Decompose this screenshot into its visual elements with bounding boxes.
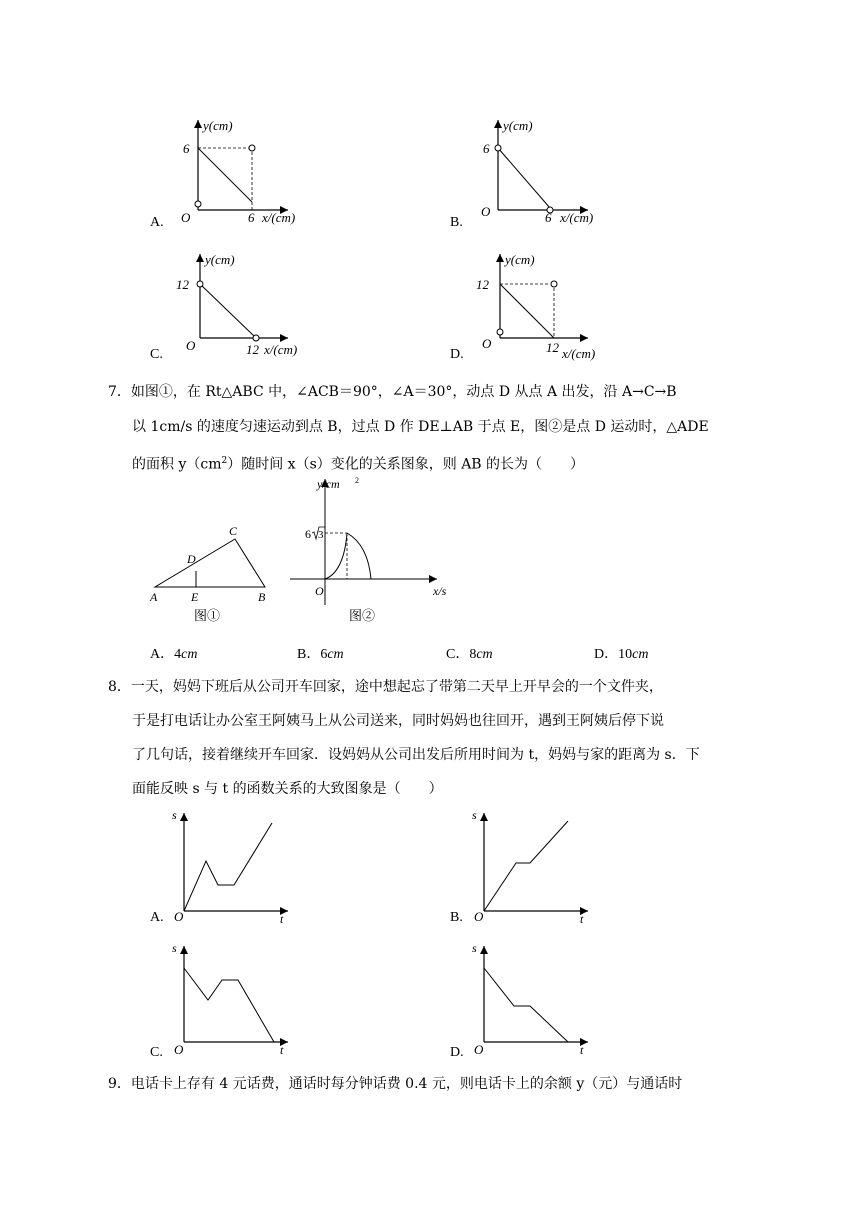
q7-choice-b-letter: B． — [297, 647, 321, 662]
q7-choice-d-letter: D． — [594, 647, 619, 662]
q7-choice-a-letter: A． — [150, 647, 175, 662]
q6-c-ylabel: y(cm) — [205, 252, 235, 267]
q8-option-b-letter: B. — [450, 910, 463, 925]
q8-graph-d — [468, 940, 598, 1055]
q8-d-xlabel: t — [580, 1043, 584, 1055]
q7-choice-a-value: 4 — [174, 647, 182, 662]
q8-option-a-letter: A. — [150, 910, 164, 925]
q6-d-xlabel: x/(cm) — [562, 346, 596, 361]
q8-d-ylabel: s — [472, 941, 477, 955]
q6-a-xlabel: x/(cm) — [262, 210, 296, 225]
q7-fig2-ysup: 2 — [355, 476, 359, 485]
q6-d-origin: O — [482, 336, 492, 351]
q7-fig1-c: C — [229, 524, 238, 538]
q6-c-ytick: 12 — [176, 277, 189, 292]
q6-b-ylabel: y(cm) — [503, 118, 533, 133]
q8-c-origin: O — [174, 1042, 184, 1055]
q8-b-ylabel: s — [472, 808, 477, 822]
q6-graph-a — [170, 112, 320, 232]
q6-option-c-letter: C. — [150, 347, 163, 362]
q8-graph-b — [468, 805, 598, 925]
q8-line-4: 面能反映 s 与 t 的函数关系的大致图象是（ ） — [132, 781, 443, 797]
q8-b-xlabel: t — [580, 912, 584, 925]
q7-fig2-peak-coef: 6 — [305, 527, 311, 541]
q7-fig2-ylabel: y/cm — [317, 477, 340, 491]
q8-graph-a — [168, 805, 298, 925]
q7-fig2-xlabel: x/s — [433, 584, 447, 598]
q7-choice-d-value: 10 — [618, 647, 633, 662]
q6-c-origin: O — [186, 338, 196, 353]
q8-option-c-letter: C. — [150, 1045, 163, 1060]
q7-line-3-b: ）随时间 x（s）变化的关系图象，则 AB 的长为（ ） — [227, 456, 585, 473]
q7-choice-b — [297, 643, 344, 663]
q7-figure-1 — [140, 515, 280, 630]
q7-fig1-d: D — [187, 552, 196, 566]
q7-choice-c-unit: cm — [476, 647, 493, 662]
q6-d-ylabel: y(cm) — [505, 252, 535, 267]
q8-a-xlabel: t — [280, 912, 284, 925]
q8-line-2: 于是打电话让办公室王阿姨马上从公司送来，同时妈妈也往回开，遇到王阿姨后停下说 — [132, 713, 664, 729]
q8-c-ylabel: s — [172, 941, 177, 955]
q6-graph-d — [470, 248, 620, 363]
q7-line-2: 以 1cm/s 的速度匀速运动到点 B，过点 D 作 DE⊥AB 于点 E，图②是点 D 运动时，△ADE — [132, 419, 709, 435]
q7-choice-c — [446, 643, 493, 663]
q6-graph-b — [470, 112, 620, 232]
q6-b-ytick: 6 — [483, 141, 490, 156]
q7-choice-c-value: 8 — [469, 647, 477, 662]
q7-fig1-e: E — [191, 590, 199, 604]
q7-choice-d-unit: cm — [632, 647, 649, 662]
q6-a-ylabel: y(cm) — [203, 118, 233, 133]
q6-d-xtick: 12 — [546, 340, 559, 355]
q7-fig1-b: B — [258, 590, 266, 604]
q6-d-ytick: 12 — [476, 277, 489, 292]
q7-line-3-sup: 2 — [221, 456, 228, 466]
q6-a-xtick: 6 — [248, 210, 255, 225]
q7-choice-c-letter: C． — [446, 647, 470, 662]
q8-c-xlabel: t — [280, 1043, 284, 1055]
q8-b-origin: O — [474, 909, 484, 924]
q7-line-3 — [132, 453, 584, 473]
q7-choice-d — [594, 643, 648, 663]
q6-c-xtick: 12 — [246, 342, 259, 357]
q8-graph-c — [168, 940, 298, 1055]
q7-choice-a — [150, 643, 197, 663]
q7-fig1-caption: 图① — [194, 608, 221, 623]
q7-choice-b-value: 6 — [320, 647, 328, 662]
q7-fig1-a: A — [150, 590, 158, 604]
q7-choice-b-unit: cm — [327, 647, 344, 662]
q8-line-3: 了几句话，接着继续开车回家．设妈妈从公司出发后所用时间为 t，妈妈与家的距离为 s．下 — [132, 747, 700, 763]
q8-a-origin: O — [174, 909, 184, 924]
q6-b-origin: O — [481, 204, 491, 219]
q7-fig2-caption: 图② — [349, 608, 376, 623]
q8-d-origin: O — [474, 1042, 484, 1055]
q9-line-1: 9．电话卡上存有 4 元话费，通话时每分钟话费 0.4 元，则电话卡上的余额 y（元）与通话时 — [108, 1076, 683, 1092]
q6-b-xtick: 6 — [545, 210, 552, 225]
q8-a-ylabel: s — [172, 808, 177, 822]
q6-option-b-letter: B. — [450, 215, 463, 230]
q6-a-ytick: 6 — [183, 141, 190, 156]
q8-line-1: 8．一天，妈妈下班后从公司开车回家，途中想起忘了带第二天早上开早会的一个文件夹， — [108, 679, 663, 695]
q7-line-3-a: 的面积 y（cm — [132, 456, 222, 473]
q6-graph-c — [170, 248, 320, 363]
q6-c-xlabel: x/(cm) — [264, 342, 298, 357]
q8-option-d-letter: D. — [450, 1045, 464, 1060]
q6-option-d-letter: D. — [450, 347, 464, 362]
q6-option-a-letter: A. — [150, 215, 164, 230]
q6-a-origin: O — [181, 210, 191, 225]
q7-figure-2 — [285, 475, 460, 630]
q7-fig2-peak-rad: 3 — [318, 529, 324, 541]
q6-b-xlabel: x/(cm) — [560, 210, 594, 225]
q7-line-1: 7．如图①，在 Rt△ABC 中，∠ACB＝90°，∠A＝30°，动点 D 从点 A 出发，沿 A→C→B — [108, 384, 677, 400]
q7-fig2-origin: O — [315, 584, 324, 598]
q7-choice-a-unit: cm — [181, 647, 198, 662]
